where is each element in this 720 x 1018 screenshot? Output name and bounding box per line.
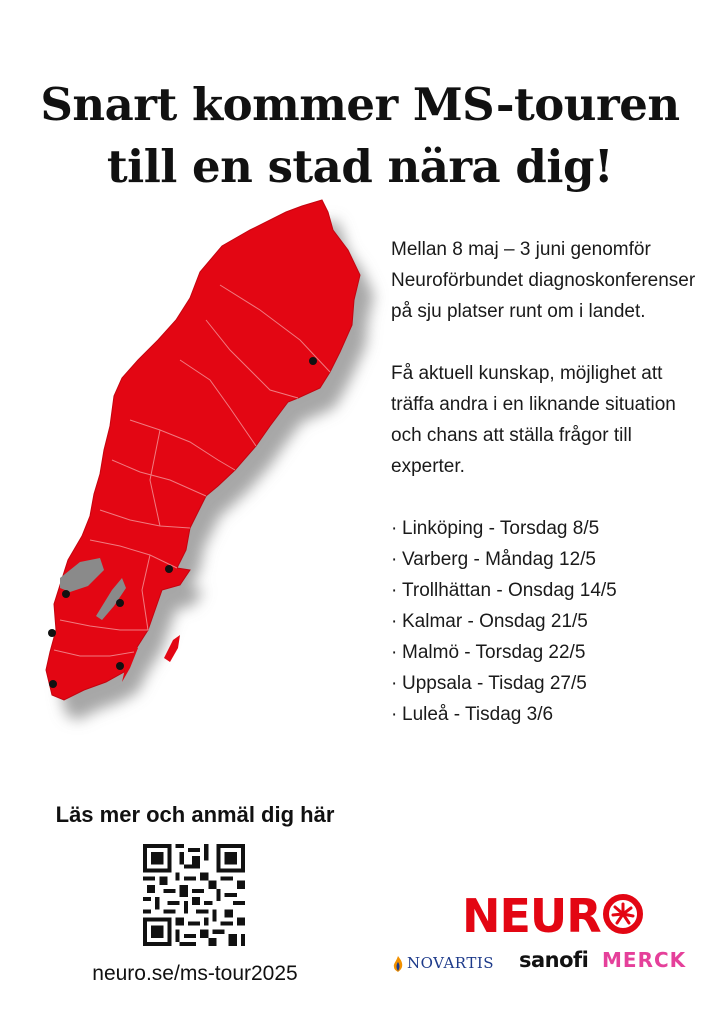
- info-text: [391, 234, 701, 730]
- intro-paragraph-1: Mellan 8 maj – 3 juni genomför Neuroförbundet diagnoskonferenser på sju platser runt om i landet.: [391, 239, 696, 322]
- bullet-icon: ·: [391, 704, 398, 725]
- sanofi-logo: sanofi: [519, 948, 589, 972]
- event-item: [391, 668, 701, 699]
- sponsor-logos: [392, 948, 712, 978]
- bullet-icon: ·: [391, 518, 398, 539]
- event-item: [391, 575, 701, 606]
- event-item: [391, 513, 701, 544]
- event-item: [391, 544, 701, 575]
- event-item: [391, 637, 701, 668]
- stop-trollhattan: [62, 590, 70, 598]
- bullet-icon: ·: [391, 673, 398, 694]
- event-text: Linköping - Torsdag 8/5: [402, 518, 600, 539]
- event-text: Uppsala - Tisdag 27/5: [402, 673, 587, 694]
- event-item: [391, 606, 701, 637]
- sweden-map: [30, 190, 390, 735]
- cta-label: Läs mer och anmäl dig här: [55, 802, 335, 827]
- stop-uppsala: [165, 565, 173, 573]
- merck-logo: MERCK: [602, 948, 687, 972]
- campaign-url[interactable]: neuro.se/ms-tour2025: [92, 962, 298, 985]
- stop-varberg: [48, 629, 56, 637]
- headline-line-2: till en stad nära dig!: [106, 140, 614, 193]
- event-text: Varberg - Måndag 12/5: [402, 549, 596, 570]
- stop-lulea: [309, 357, 317, 365]
- bullet-icon: ·: [391, 549, 398, 570]
- novartis-logo-text: NOVARTIS: [407, 954, 495, 972]
- stop-kalmar: [116, 662, 124, 670]
- neuro-logo-text: NEUR: [462, 889, 601, 943]
- qr-code-icon[interactable]: [143, 844, 245, 946]
- headline: [0, 74, 720, 198]
- novartis-flame-icon: [392, 956, 404, 972]
- event-list: [391, 513, 701, 730]
- neuro-logo: [462, 888, 643, 944]
- bullet-icon: ·: [391, 642, 398, 663]
- gotland-island: [164, 635, 180, 662]
- novartis-logo: [392, 954, 494, 972]
- event-text: Malmö - Torsdag 22/5: [402, 642, 586, 663]
- intro-paragraph-2: Få aktuell kunskap, möjlighet att träffa andra i en liknande situation och chans att ställa frågor till experter.: [391, 363, 676, 477]
- event-text: Luleå - Tisdag 3/6: [402, 704, 554, 725]
- bullet-icon: ·: [391, 580, 398, 601]
- stop-malmo: [49, 680, 57, 688]
- event-text: Kalmar - Onsdag 21/5: [402, 611, 588, 632]
- bullet-icon: ·: [391, 611, 398, 632]
- headline-line-1: Snart kommer MS-touren: [40, 78, 680, 131]
- stop-linkoping: [116, 599, 124, 607]
- event-item: [391, 699, 701, 730]
- event-text: Trollhättan - Onsdag 14/5: [402, 580, 617, 601]
- sun-circle-icon: [603, 894, 643, 934]
